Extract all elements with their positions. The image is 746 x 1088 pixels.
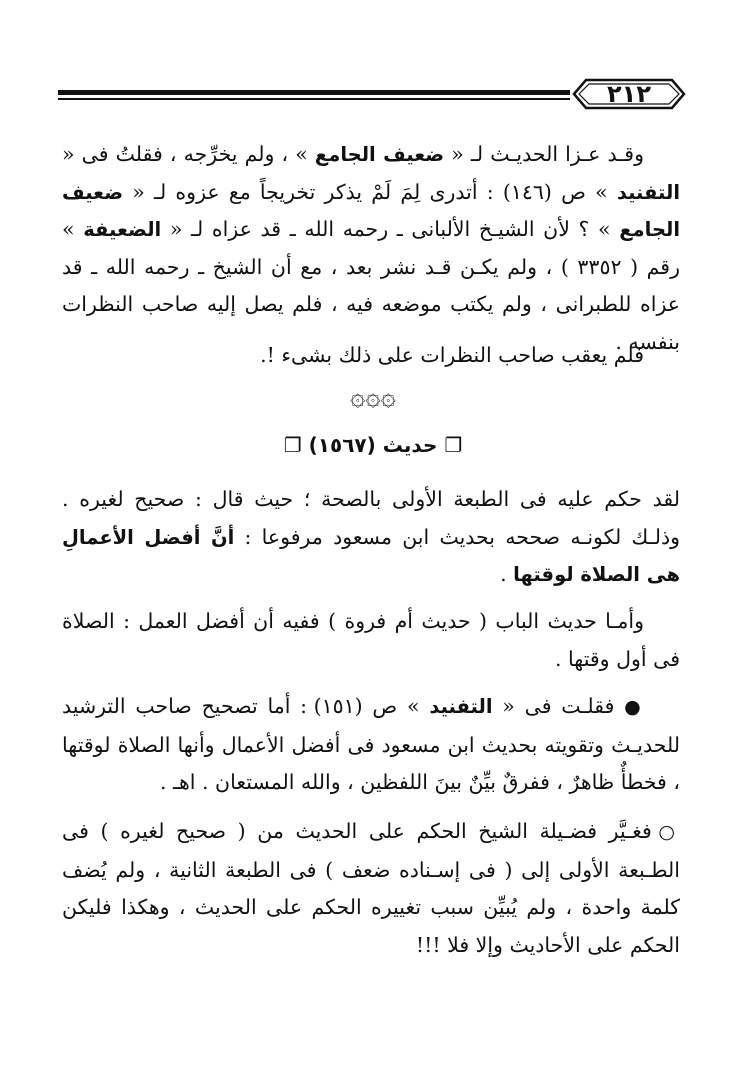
bold-term: التفنيد: [429, 695, 493, 718]
paragraph-change: [62, 813, 680, 964]
text-span: فغـيَّر فضـيلة الشيخ الحكم على الحديث من ( صحيح لغيره ) فى الطـبعة الأولى إلى ( فى إسـناده ضعف ) فى الطبعة الثانية ، ولم يُضف كلمة واحدة ، ولم يُبيِّن سبب تغييره الحكم على الحديث ، وهكذا فليكن الحكم على الأحاديث وإلا فلا !!!: [62, 819, 680, 957]
header-rule-thin: [58, 98, 570, 100]
bold-hadith-text: أنَّ أفضل الأعمالِ هى الصلاة لوقتها: [62, 525, 680, 586]
text-span: » ص (١٤٦) : أتدرى لِمَ لَمْ يذكر تخريجاً مع عزوه لـ «: [123, 179, 617, 204]
page-header: [58, 76, 688, 116]
bold-term: التفنيد: [616, 180, 681, 204]
bold-term: ضعيف الجامع: [314, 143, 445, 166]
text-span: » ص (١٥١) : أما تصحيح صاحب الترشيد للحديـث وتقويته بحديث ابن مسعود فى أفضل الأعمال وأنها الصلاة لوقتها ، فخطأٌ ظاهرٌ ، ففرقٌ بيِّنٌ بينَ اللفظين ، والله المستعان . اهـ .: [62, 694, 680, 794]
paragraph-no-reply: [62, 337, 680, 375]
hadith-heading: ❐ حديث (١٥٦٧) ❐: [283, 433, 463, 457]
paragraph-takhrij: [62, 136, 680, 361]
header-rule-thick: [58, 90, 570, 95]
bold-term: ضعيف الجامع: [62, 180, 681, 241]
page-number: ٢١٢: [607, 80, 651, 108]
text-span: فقلـت فى «: [492, 694, 625, 718]
bold-term: الضعيفة: [83, 218, 162, 241]
paragraph-bab-hadith: [62, 603, 680, 678]
page-number-badge: [570, 76, 688, 112]
paragraph-ruling: [62, 481, 680, 594]
paragraph-text: فلم يعقب صاحب النظرات على ذلك بشىء !.: [260, 343, 644, 367]
paragraph-tafnid: [62, 688, 680, 802]
text-span: » ؟ لأن الشيـخ الألبانى ـ رحمه الله ـ قد عزاه لـ «: [161, 217, 620, 241]
paragraph-text: وأمـا حديث الباب ( حديث أم فروة ) ففيه أن أفضل العمل : الصلاة فى أول وقتها .: [62, 609, 680, 671]
text-span: » رقم ( ٣٣٥٢ ) ، ولم يكـن قـد نشر بعد ، مع أن الشيخ ـ رحمه الله ـ قد عزاه للطبرانى ، ولم يكتب موضعه فيه ، فلم يصل إليه صاحب النظرات بنفسه .: [62, 217, 681, 354]
hollow-bullet-icon: ○: [658, 821, 680, 843]
section-ornament: ۞۞۞: [350, 382, 396, 412]
filled-bullet-icon: ●: [624, 696, 644, 718]
text-span: .: [500, 562, 514, 586]
text-span: لقد حكم عليه فى الطبعة الأولى بالصحة ؛ حيث قال : صحيح لغيره . وذلـك لكونـه صححه بحديث ابن مسعود مرفوعا :: [62, 487, 680, 549]
text-span: » ، ولم يخرِّجه ، فقلتُ فى «: [62, 142, 315, 166]
text-span: وقـد عـزا الحديـث لـ «: [444, 142, 644, 166]
